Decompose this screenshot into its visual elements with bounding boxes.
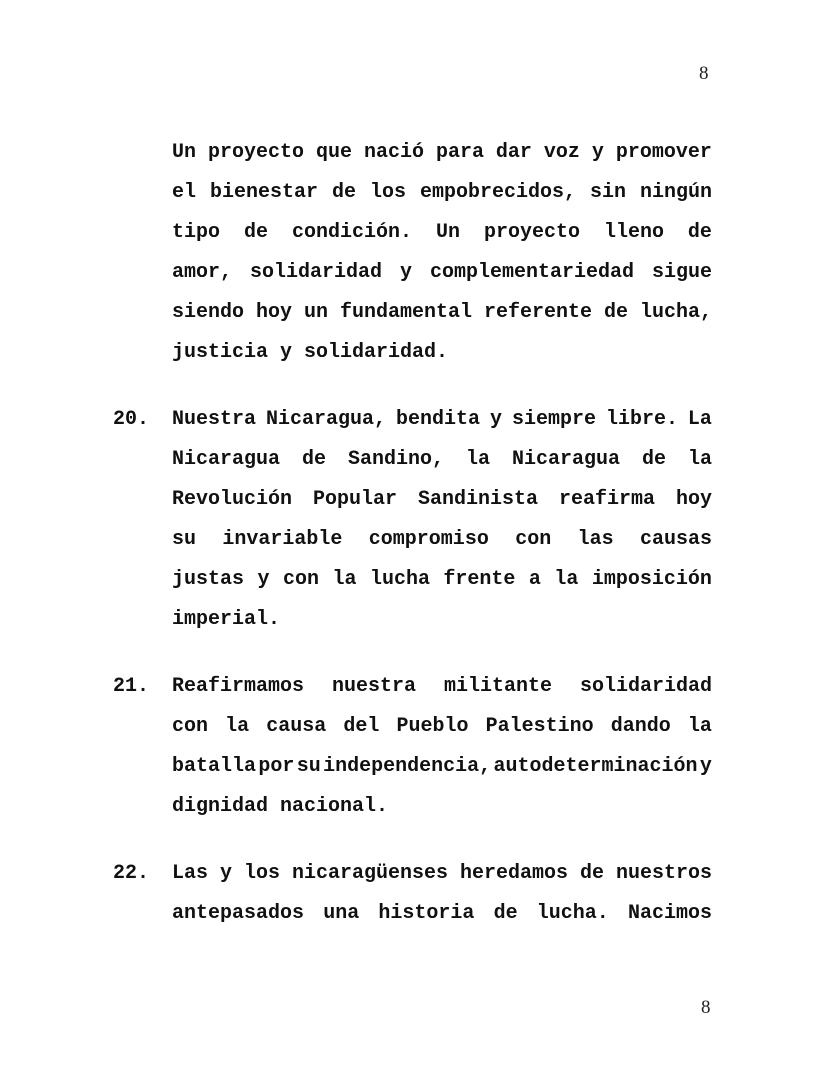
text-line: el bienestar de los empobrecidos, sin ningún <box>172 181 712 204</box>
text-line: con la causa del Pueblo Palestino dando la <box>172 715 712 738</box>
text-line: amor, solidaridad y complementariedad sigue <box>172 261 712 284</box>
text-line: Nuestra Nicaragua, bendita y siempre libre. La <box>172 408 712 431</box>
paragraph-number: 21. <box>113 675 150 698</box>
text-line: dignidad nacional. <box>172 795 389 818</box>
paragraph <box>113 854 712 934</box>
paragraph <box>113 400 712 640</box>
text-line: justas y con la lucha frente a la imposición <box>172 568 712 591</box>
text-line: Las y los nicaragüenses heredamos de nuestros <box>172 862 712 885</box>
paragraph-number: 22. <box>113 862 150 885</box>
text-line: Nicaragua de Sandino, la Nicaragua de la <box>172 448 712 471</box>
page-number-top: 8 <box>699 63 709 84</box>
page-number-bottom: 8 <box>701 997 711 1018</box>
paragraph-text <box>172 133 712 373</box>
text-line: siendo hoy un fundamental referente de lucha, <box>172 301 712 324</box>
text-line: tipo de condición. Un proyecto lleno de <box>172 221 712 244</box>
paragraph-text <box>172 667 712 827</box>
text-line: justicia y solidaridad. <box>172 341 449 364</box>
text-line: Un proyecto que nació para dar voz y promover <box>172 141 712 164</box>
document-body <box>113 133 712 934</box>
paragraph-number: 20. <box>113 408 150 431</box>
paragraph-text <box>172 400 712 640</box>
paragraph-text <box>172 854 712 934</box>
text-line: Revolución Popular Sandinista reafirma hoy <box>172 488 712 511</box>
paragraph <box>113 667 712 827</box>
text-line: Reafirmamos nuestra militante solidaridad <box>172 675 712 698</box>
text-line: batalla por su independencia, autodeterminación y <box>172 755 712 778</box>
paragraph <box>113 133 712 373</box>
text-line: antepasados una historia de lucha. Nacimos <box>172 902 712 925</box>
text-line: imperial. <box>172 608 281 631</box>
text-line: su invariable compromiso con las causas <box>172 528 712 551</box>
